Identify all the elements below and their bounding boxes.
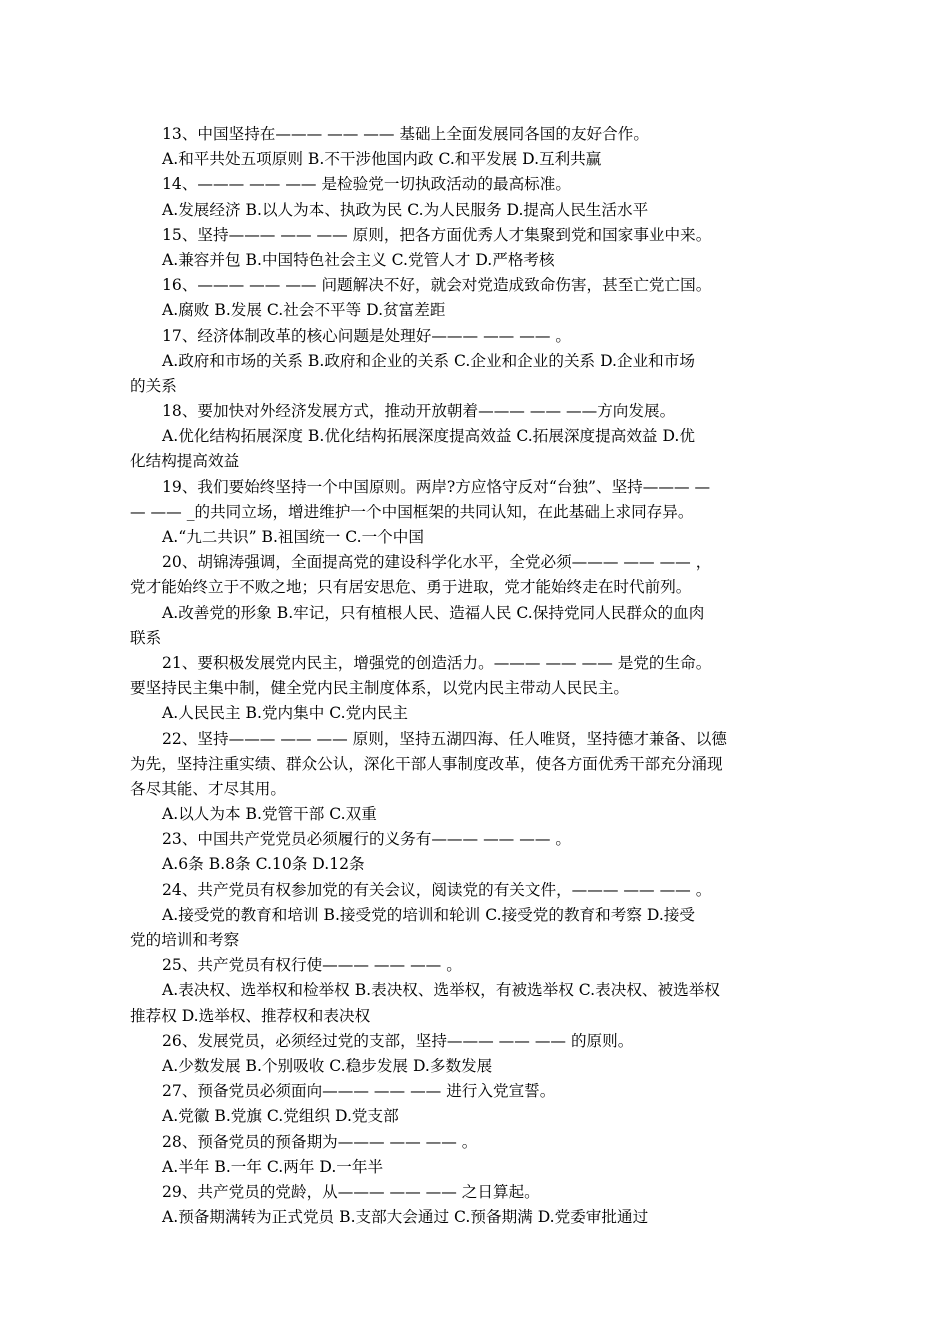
text-line: A.人民民主 B.党内集中 C.党内民主 (162, 704, 409, 723)
text-line: 22、坚持——— —— —— 原则，坚持五湖四海、任人唯贤，坚持德才兼备、以德 (162, 729, 727, 748)
text-line: 27、预备党员必须面向——— —— —— 进行入党宣誓。 (162, 1082, 556, 1101)
text-line: 20、胡锦涛强调，全面提高党的建设科学化水平，全党必须——— —— —— ， (162, 553, 712, 572)
text-line: A.少数发展 B.个别吸收 C.稳步发展 D.多数发展 (162, 1056, 493, 1075)
text-line: 为先，坚持注重实绩、群众公认，深化干部人事制度改革，使各方面优秀干部充分涌现 (130, 754, 723, 773)
document-page (130, 122, 836, 1230)
text-line: A.接受党的教育和培训 B.接受党的培训和轮训 C.接受党的教育和考察 D.接受 (162, 905, 695, 924)
text-line: 化结构提高效益 (130, 452, 240, 471)
text-line: 19、我们要始终坚持一个中国原则。两岸?方应恪守反对“台独”、坚持——— — (162, 477, 711, 496)
text-line: A.预备期满转为正式党员 B.支部大会通过 C.预备期满 D.党委审批通过 (162, 1208, 649, 1227)
text-line: A.兼容并包 B.中国特色社会主义 C.党管人才 D.严格考核 (162, 250, 555, 269)
text-line: 党的培训和考察 (130, 931, 240, 949)
text-line: 推荐权 D.选举权、推荐权和表决权 (130, 1006, 371, 1025)
text-line: 党才能始终立于不败之地；只有居安思危、勇于进取，党才能始终走在时代前列。 (130, 578, 692, 597)
text-line: 15、坚持——— —— —— 原则，把各方面优秀人才集聚到党和国家事业中来。 (162, 225, 712, 244)
text-line: A.6条 B.8条 C.10条 D.12条 (162, 855, 365, 874)
text-line: A.发展经济 B.以人为本、执政为民 C.为人民服务 D.提高人民生活水平 (162, 200, 649, 219)
text-line: 21、要积极发展党内民主，增强党的创造活力。——— —— —— 是党的生命。 (162, 653, 712, 672)
text-line: 25、共产党员有权行使——— —— —— 。 (162, 956, 462, 975)
text-line: A.“九二共识” B.祖国统一 C.一个中国 (162, 528, 424, 546)
text-line: 29、共产党员的党龄，从——— —— —— 之日算起。 (162, 1182, 540, 1201)
text-line: 23、中国共产党党员必须履行的义务有——— —— —— 。 (162, 830, 571, 849)
text-line: A.半年 B.一年 C.两年 D.一年半 (162, 1157, 384, 1176)
text-line: A.以人为本 B.党管干部 C.双重 (162, 805, 377, 824)
text-line: 17、经济体制改革的核心问题是处理好——— —— —— 。 (162, 326, 571, 345)
text-line: 14、——— —— —— 是检验党一切执政活动的最高标准。 (162, 175, 571, 194)
text-line: A.改善党的形象 B.牢记，只有植根人民、造福人民 C.保持党同人民群众的血肉 (162, 603, 705, 622)
text-line: 要坚持民主集中制，健全党内民主制度体系，以党内民主带动人民民主。 (130, 679, 630, 698)
text-line: A.优化结构拓展深度 B.优化结构拓展深度提高效益 C.拓展深度提高效益 D.优 (162, 427, 695, 446)
text-line: 的关系 (130, 376, 177, 395)
text-line: 28、预备党员的预备期为——— —— —— 。 (162, 1132, 478, 1151)
text-line: 16、——— —— —— 问题解决不好，就会对党造成致命伤害，甚至亡党亡国。 (162, 276, 712, 295)
text-line: 18、要加快对外经济发展方式，推动开放朝着——— —— ——方向发展。 (162, 402, 676, 421)
text-line: 13、中国坚持在——— —— —— 基础上全面发展同各国的友好合作。 (162, 125, 649, 143)
text-line: 联系 (130, 628, 162, 647)
text-line: 各尽其能、才尽其用。 (130, 779, 286, 798)
text-line: — —— _的共同立场，增进维护一个中国框架的共同认知，在此基础上求同存异。 (130, 502, 694, 521)
text-line: A.腐败 B.发展 C.社会不平等 D.贫富差距 (162, 301, 446, 320)
text-line: A.党徽 B.党旗 C.党组织 D.党支部 (162, 1107, 399, 1126)
text-line: 24、共产党员有权参加党的有关会议，阅读党的有关文件，——— —— —— 。 (162, 880, 712, 899)
text-line: A.和平共处五项原则 B.不干涉他国内政 C.和平发展 D.互利共赢 (162, 150, 602, 169)
text-line: A.政府和市场的关系 B.政府和企业的关系 C.企业和企业的关系 D.企业和市场 (162, 351, 695, 370)
text-line: A.表决权、选举权和检举权 B.表决权、选举权，有被选举权 C.表决权、被选举权 (162, 981, 720, 1000)
text-line: 26、发展党员，必须经过党的支部，坚持——— —— —— 的原则。 (162, 1031, 634, 1050)
